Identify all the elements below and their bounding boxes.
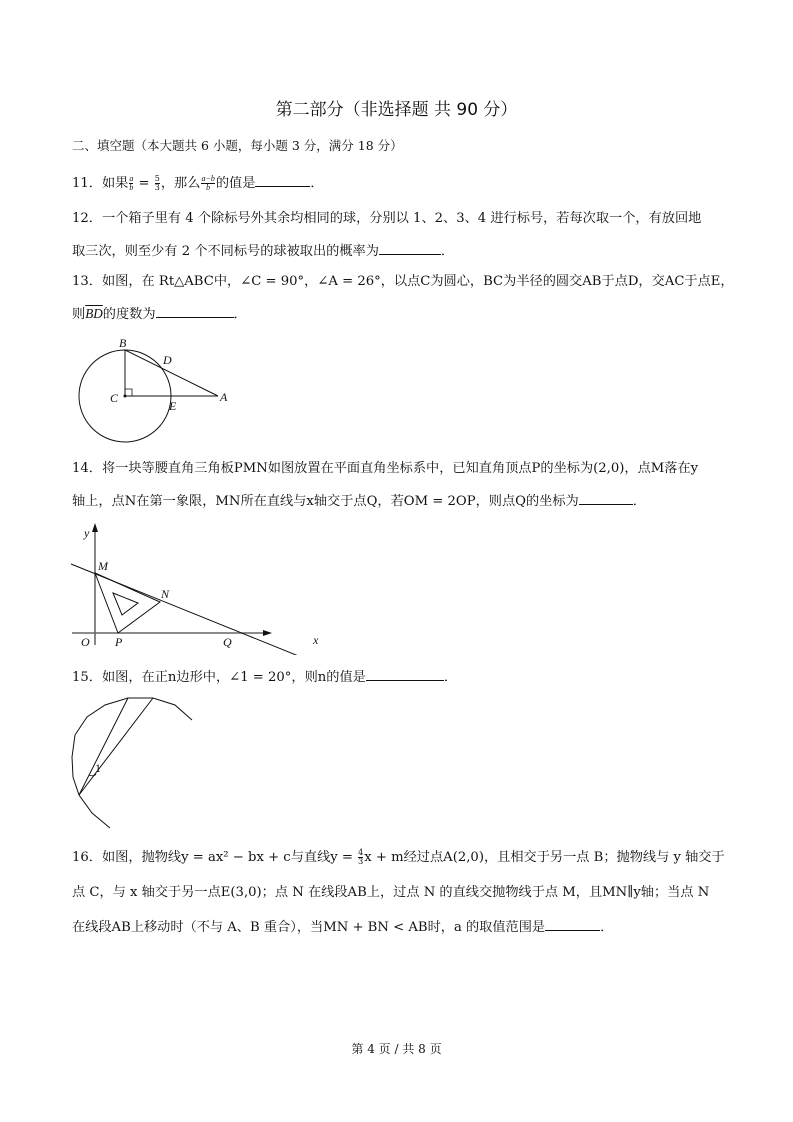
label-c: C bbox=[110, 391, 119, 405]
label-x: x bbox=[313, 633, 319, 647]
part-title: 第二部分（非选择题 共 90 分） bbox=[275, 100, 518, 120]
question-11 bbox=[72, 174, 324, 193]
q11-eq: = bbox=[134, 176, 154, 191]
q13-text: 则 bbox=[72, 307, 86, 322]
label-p: P bbox=[115, 635, 123, 649]
arc-bd: $\overline{BD}$ bbox=[85, 306, 103, 321]
label-angle-1: 1 bbox=[95, 761, 101, 775]
figure-14 bbox=[68, 520, 328, 655]
y-arrow-icon bbox=[92, 523, 98, 532]
label-y: y bbox=[84, 526, 90, 540]
fraction: $\frac{4}{3}$ bbox=[358, 848, 364, 866]
q16-end: ． bbox=[600, 920, 614, 935]
label-b: B bbox=[119, 336, 127, 350]
fraction: $\frac{5}{3}$ bbox=[154, 174, 160, 192]
question-16-line2: 点 C，与 x 轴交于另一点E(3,0)；点 N 在线段AB上，过点 N 的直线交抛物线于点 M，且MN∥y轴；当点 N bbox=[72, 885, 710, 900]
q13-end: ． bbox=[233, 307, 247, 322]
q16-text: 在线段AB上移动时（不与 A、B 重合），当MN + BN < AB时，a 的取值范围是 bbox=[72, 920, 546, 935]
diagonal-2 bbox=[79, 698, 153, 795]
fraction: $\frac{a-b}{b}$ bbox=[201, 174, 215, 192]
label-a: A bbox=[220, 390, 228, 404]
answer-blank bbox=[366, 668, 444, 681]
q16-text: 16．如图，抛物线y = ax² − bx + c与直线y = bbox=[72, 850, 358, 865]
q11-text: ，那么 bbox=[160, 176, 201, 191]
q12-end: ． bbox=[440, 244, 455, 259]
q14-end: ． bbox=[632, 494, 646, 509]
question-13-line2 bbox=[72, 305, 247, 324]
q11-text: 11．如果 bbox=[72, 176, 129, 191]
inner-triangle bbox=[113, 593, 138, 615]
question-15-line1 bbox=[72, 668, 457, 687]
label-d: D bbox=[163, 353, 172, 367]
label-n: N bbox=[161, 587, 170, 601]
q15-end: ． bbox=[443, 670, 458, 685]
figure-13 bbox=[70, 330, 240, 445]
x-arrow-icon bbox=[263, 630, 272, 636]
answer-blank bbox=[379, 242, 441, 255]
q14-text: 轴上，点N在第一象限，MN所在直线与x轴交于点Q，若OM = 2OP，则点Q的坐标为 bbox=[72, 494, 579, 509]
q11-end: ． bbox=[310, 176, 324, 191]
answer-blank bbox=[156, 305, 234, 318]
q13-text: 的度数为 bbox=[102, 307, 156, 322]
label-o: O bbox=[81, 635, 90, 649]
section-heading: 二、填空题（本大题共 6 小题，每小题 3 分，满分 18 分） bbox=[72, 138, 403, 153]
label-q: Q bbox=[223, 635, 232, 649]
question-13-line1: 13．如图，在 Rt△ABC中，∠C = 90°，∠A = 26°，以点C为圆心，BC为半径的圆交AB于点D，交AC于点E， bbox=[72, 274, 734, 289]
answer-blank bbox=[579, 492, 633, 505]
q16-text: x + m经过点A(2,0)，且相交于另一点 B；抛物线与 y 轴交于 bbox=[364, 850, 725, 865]
label-e: E bbox=[169, 399, 177, 413]
label-m: M bbox=[98, 559, 108, 573]
question-12-line1: 12．一个箱子里有 4 个除标号外其余均相同的球，分别以 1、2、3、4 进行标号，若每次取一个，有放回地 bbox=[72, 211, 702, 226]
question-14-line1: 14．将一块等腰直角三角板PMN如图放置在平面直角坐标系中，已知直角顶点P的坐标为(2,0)，点M落在y bbox=[72, 461, 699, 476]
figure-15 bbox=[65, 695, 200, 835]
center-point bbox=[124, 395, 127, 398]
fraction: $\frac{a}{b}$ bbox=[129, 174, 134, 192]
triangle-pmn bbox=[95, 573, 160, 633]
answer-blank bbox=[255, 174, 310, 187]
question-14-line2 bbox=[72, 492, 646, 511]
q15-text: 15．如图，在正n边形中，∠1 = 20°，则n的值是 bbox=[72, 670, 366, 685]
q12-text: 取三次，则至少有 2 个不同标号的球被取出的概率为 bbox=[72, 244, 379, 259]
question-16-line3 bbox=[72, 918, 613, 937]
question-12-line2 bbox=[72, 242, 454, 261]
diagonal-1 bbox=[79, 698, 128, 795]
polygon-edges bbox=[72, 698, 192, 828]
answer-blank bbox=[545, 918, 600, 931]
page-footer: 第 4 页 / 共 8 页 bbox=[351, 1042, 442, 1056]
question-16-line1 bbox=[72, 849, 725, 867]
q11-text: 的值是 bbox=[215, 176, 256, 191]
